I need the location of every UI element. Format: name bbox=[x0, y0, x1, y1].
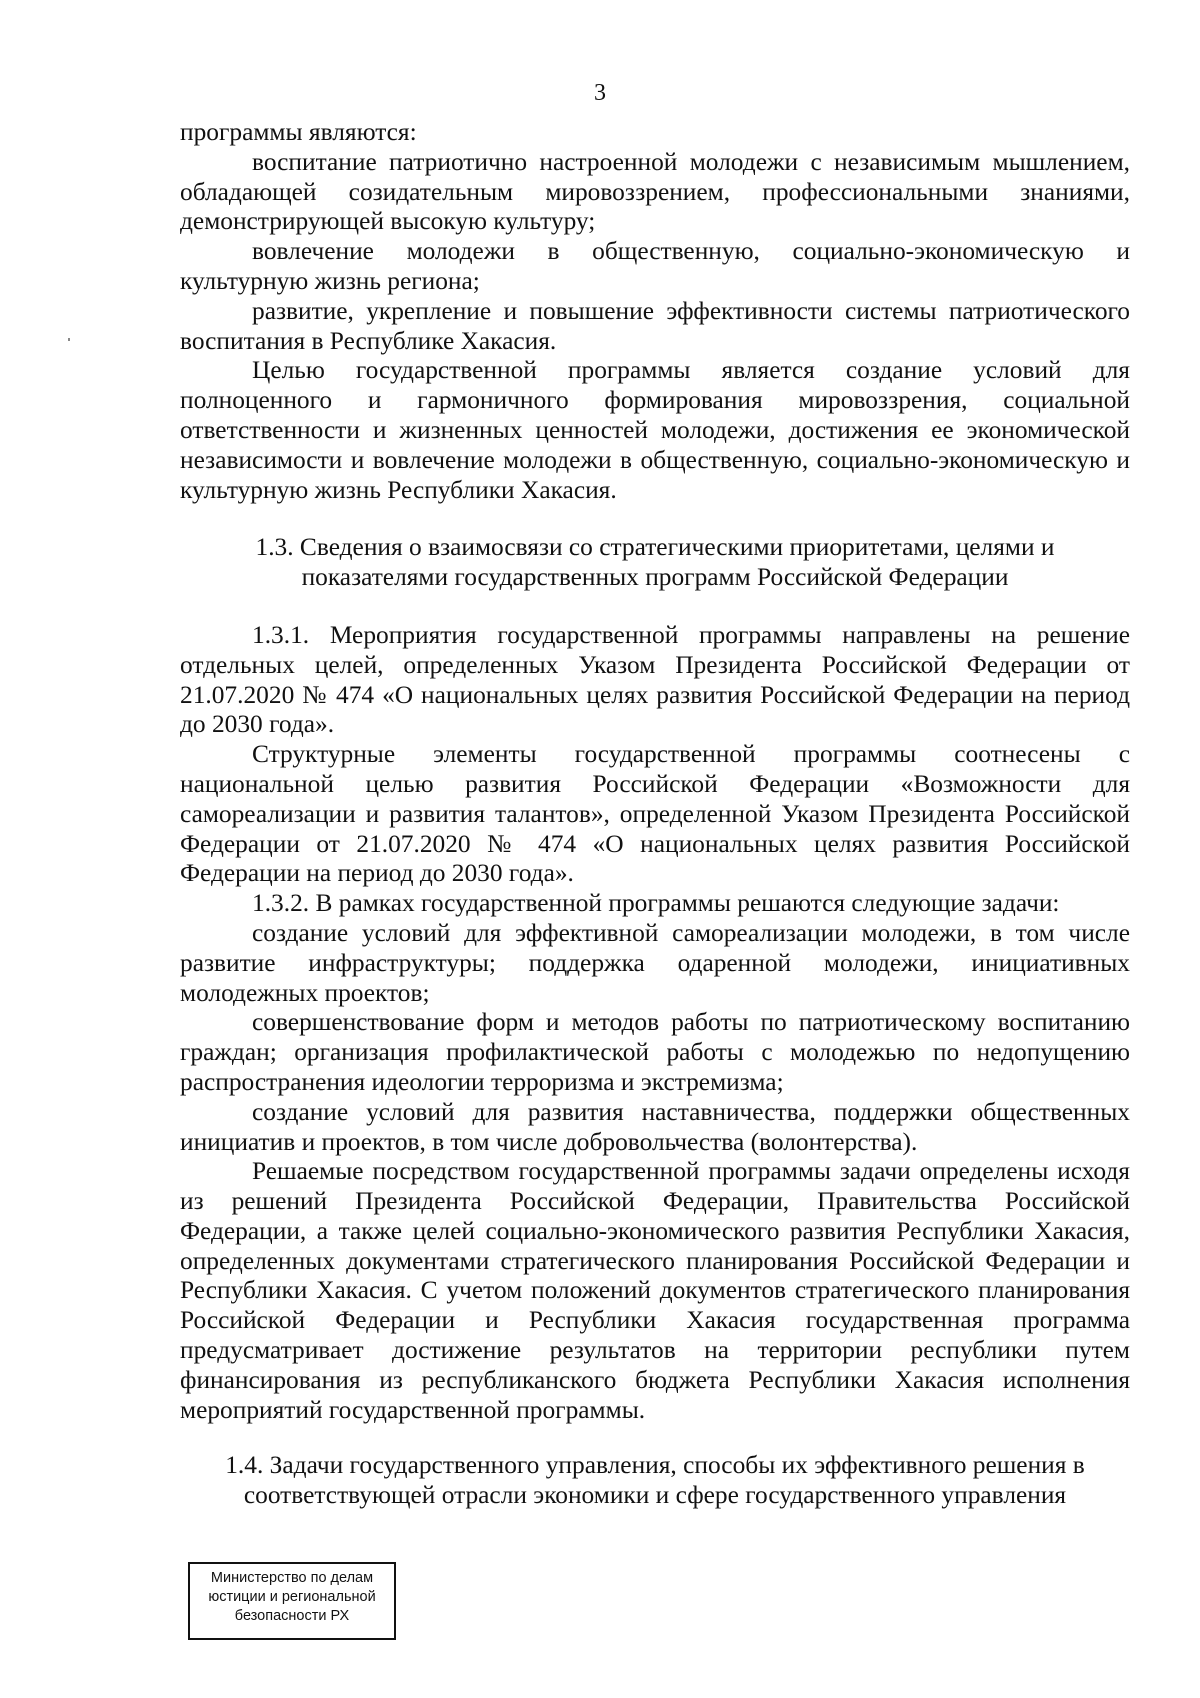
paragraph: воспитание патриотично настроенной молодежи с независимым мышлением, обладающей созидательным мировоззрением, профессиональными знаниями, демонстрирующей высокую культуру; bbox=[180, 147, 1130, 236]
paragraph: создание условий для эффективной самореализации молодежи, в том числе развитие инфраструктуры; поддержка одаренной молодежи, инициативных молодежных проектов; bbox=[180, 918, 1130, 1007]
paragraph: Структурные элементы государственной программы соотнесены с национальной целью развития Российской Федерации «Возможности для самореализации и развития талантов», определенной Указом Президента Российской Федерации от 21.07.2020 № 474 «О национальных целях развития Российской Федерации на период до 2030 года». bbox=[180, 740, 1130, 888]
stamp-line: Министерство по делам bbox=[210, 1570, 374, 1586]
section-heading-1-3: 1.3. Сведения о взаимосвязи со стратегическими приоритетами, целями и показателями государственных программ Российской Федерации bbox=[255, 533, 1055, 592]
section-heading-1-4: 1.4. Задачи государственного управления, способы их эффективного решения в соответствующей отрасли экономики и сфере государственного управления bbox=[225, 1451, 1085, 1510]
paragraph: совершенствование форм и методов работы по патриотическому воспитанию граждан; организация профилактической работы с молодежью по недопущению распространения идеологии терроризма и экстремизма; bbox=[180, 1008, 1130, 1096]
paragraph: создание условий для развития наставничества, поддержки общественных инициатив и проектов, в том числе добровольчества (волонтерства). bbox=[180, 1097, 1130, 1156]
stamp-line: юстиции и региональной bbox=[208, 1589, 376, 1605]
paragraph: Целью государственной программы является создание условий для полноценного и гармоничного формирования мировоззрения, социальной ответственности и жизненных ценностей молодежи, достижения ее экономической независимости и вовлечение молодежи в общественную, социально-экономическую и культурную жизнь Республики Хакасия. bbox=[180, 356, 1130, 504]
page-number: 3 bbox=[594, 80, 606, 106]
stamp-line: безопасности РХ bbox=[234, 1608, 350, 1624]
paragraph: программы являются: bbox=[180, 118, 417, 146]
paragraph: 1.3.1. Мероприятия государственной программы направлены на решение отдельных целей, определенных Указом Президента Российской Федерации от 21.07.2020 № 474 «О национальных целях развития Российской Федерации на период до 2030 года». bbox=[180, 620, 1130, 739]
paragraph: вовлечение молодежи в общественную, социально-экономическую и культурную жизнь региона; bbox=[180, 237, 1130, 295]
document-body bbox=[180, 118, 1130, 1511]
paragraph: Решаемые посредством государственной программы задачи определены исходя из решений Президента Российской Федерации, Правительства Российской Федерации, а также целей социально-экономического развития Республики Хакасия, определенных документами стратегического планирования Российской Федерации и Республики Хакасия. С учетом положений документов стратегического планирования Российской Федерации и Республики Хакасия государственная программа предусматривает достижение результатов на территории республики путем финансирования из республиканского бюджета Республики Хакасия исполнения мероприятий государственной программы. bbox=[180, 1157, 1130, 1424]
ministry-stamp bbox=[188, 1562, 396, 1640]
paragraph: 1.3.2. В рамках государственной программы решаются следующие задачи: bbox=[252, 889, 1060, 918]
paragraph: развитие, укрепление и повышение эффективности системы патриотического воспитания в Республике Хакасия. bbox=[180, 296, 1130, 355]
scan-artifact bbox=[68, 338, 70, 341]
